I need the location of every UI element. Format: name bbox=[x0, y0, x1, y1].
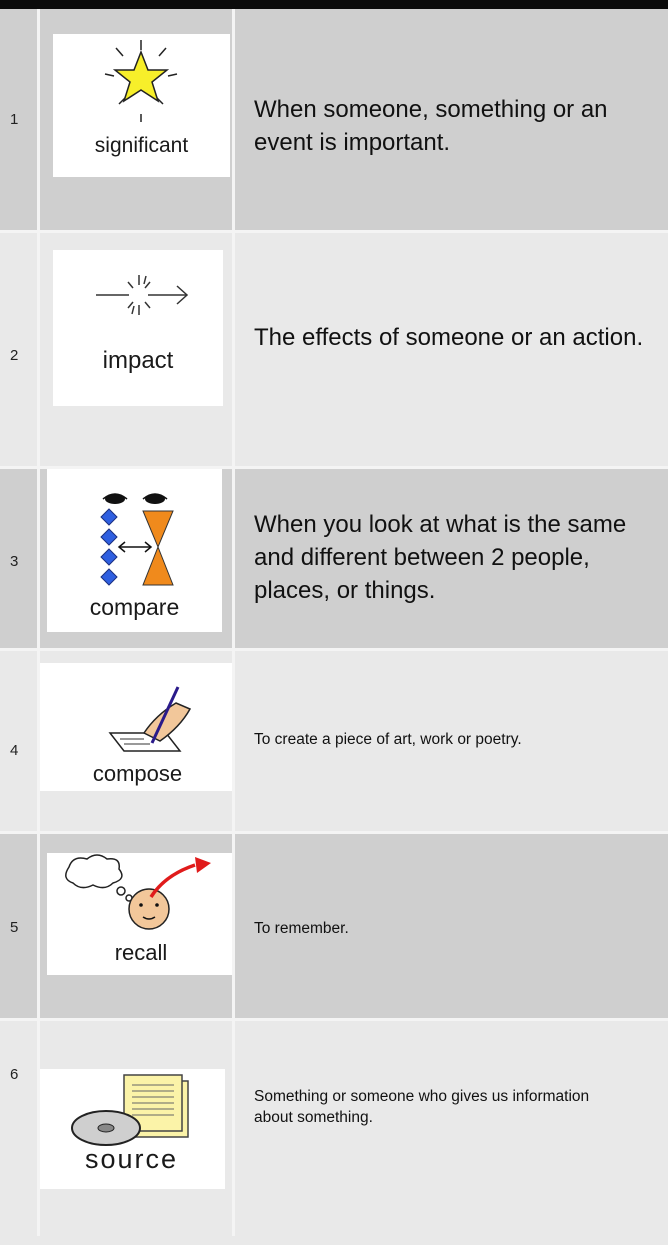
table-row bbox=[0, 649, 668, 832]
top-border bbox=[0, 0, 668, 9]
row-divider bbox=[0, 1018, 668, 1021]
definition-text: Something or someone who gives us information about something. bbox=[254, 1088, 590, 1126]
symbol-label: impact bbox=[102, 347, 174, 374]
definition-text: To create a piece of art, work or poetry. bbox=[254, 731, 522, 748]
table-row bbox=[0, 467, 668, 649]
table-row bbox=[0, 832, 668, 1019]
row-divider bbox=[0, 230, 668, 233]
row-number: 5 bbox=[10, 919, 19, 936]
symbol-card bbox=[47, 853, 235, 975]
table-row bbox=[0, 9, 668, 231]
row-divider bbox=[0, 831, 668, 834]
row-number: 6 bbox=[10, 1066, 19, 1083]
row-divider bbox=[0, 466, 668, 469]
symbol-card bbox=[40, 663, 235, 791]
vocabulary-table bbox=[0, 9, 668, 1236]
impact-arrow-icon bbox=[53, 250, 223, 406]
symbol-label: source bbox=[84, 1144, 179, 1174]
column-divider bbox=[232, 9, 235, 1236]
definition-text: To remember. bbox=[254, 920, 349, 937]
symbol-label: recall bbox=[114, 940, 168, 965]
definition-text: The effects of someone or an action. bbox=[254, 324, 644, 351]
row-number: 2 bbox=[10, 347, 19, 364]
column-divider bbox=[37, 9, 40, 1236]
symbol-label: compare bbox=[89, 594, 180, 620]
row-number: 3 bbox=[10, 553, 19, 570]
row-number: 1 bbox=[10, 111, 19, 128]
table-row bbox=[0, 231, 668, 467]
definition-text: When you look at what is the same and different between 2 people, places, or things. bbox=[254, 511, 627, 604]
symbol-card bbox=[53, 250, 223, 406]
symbol-label: compose bbox=[92, 761, 183, 786]
row-number: 4 bbox=[10, 742, 19, 759]
row-divider bbox=[0, 648, 668, 651]
symbol-card bbox=[47, 467, 222, 632]
table-row bbox=[0, 1019, 668, 1245]
symbol-card bbox=[38, 1069, 225, 1189]
definition-text: When someone, something or an event is important. bbox=[254, 96, 608, 156]
symbol-label: significant bbox=[94, 134, 189, 157]
symbol-card bbox=[53, 34, 230, 177]
